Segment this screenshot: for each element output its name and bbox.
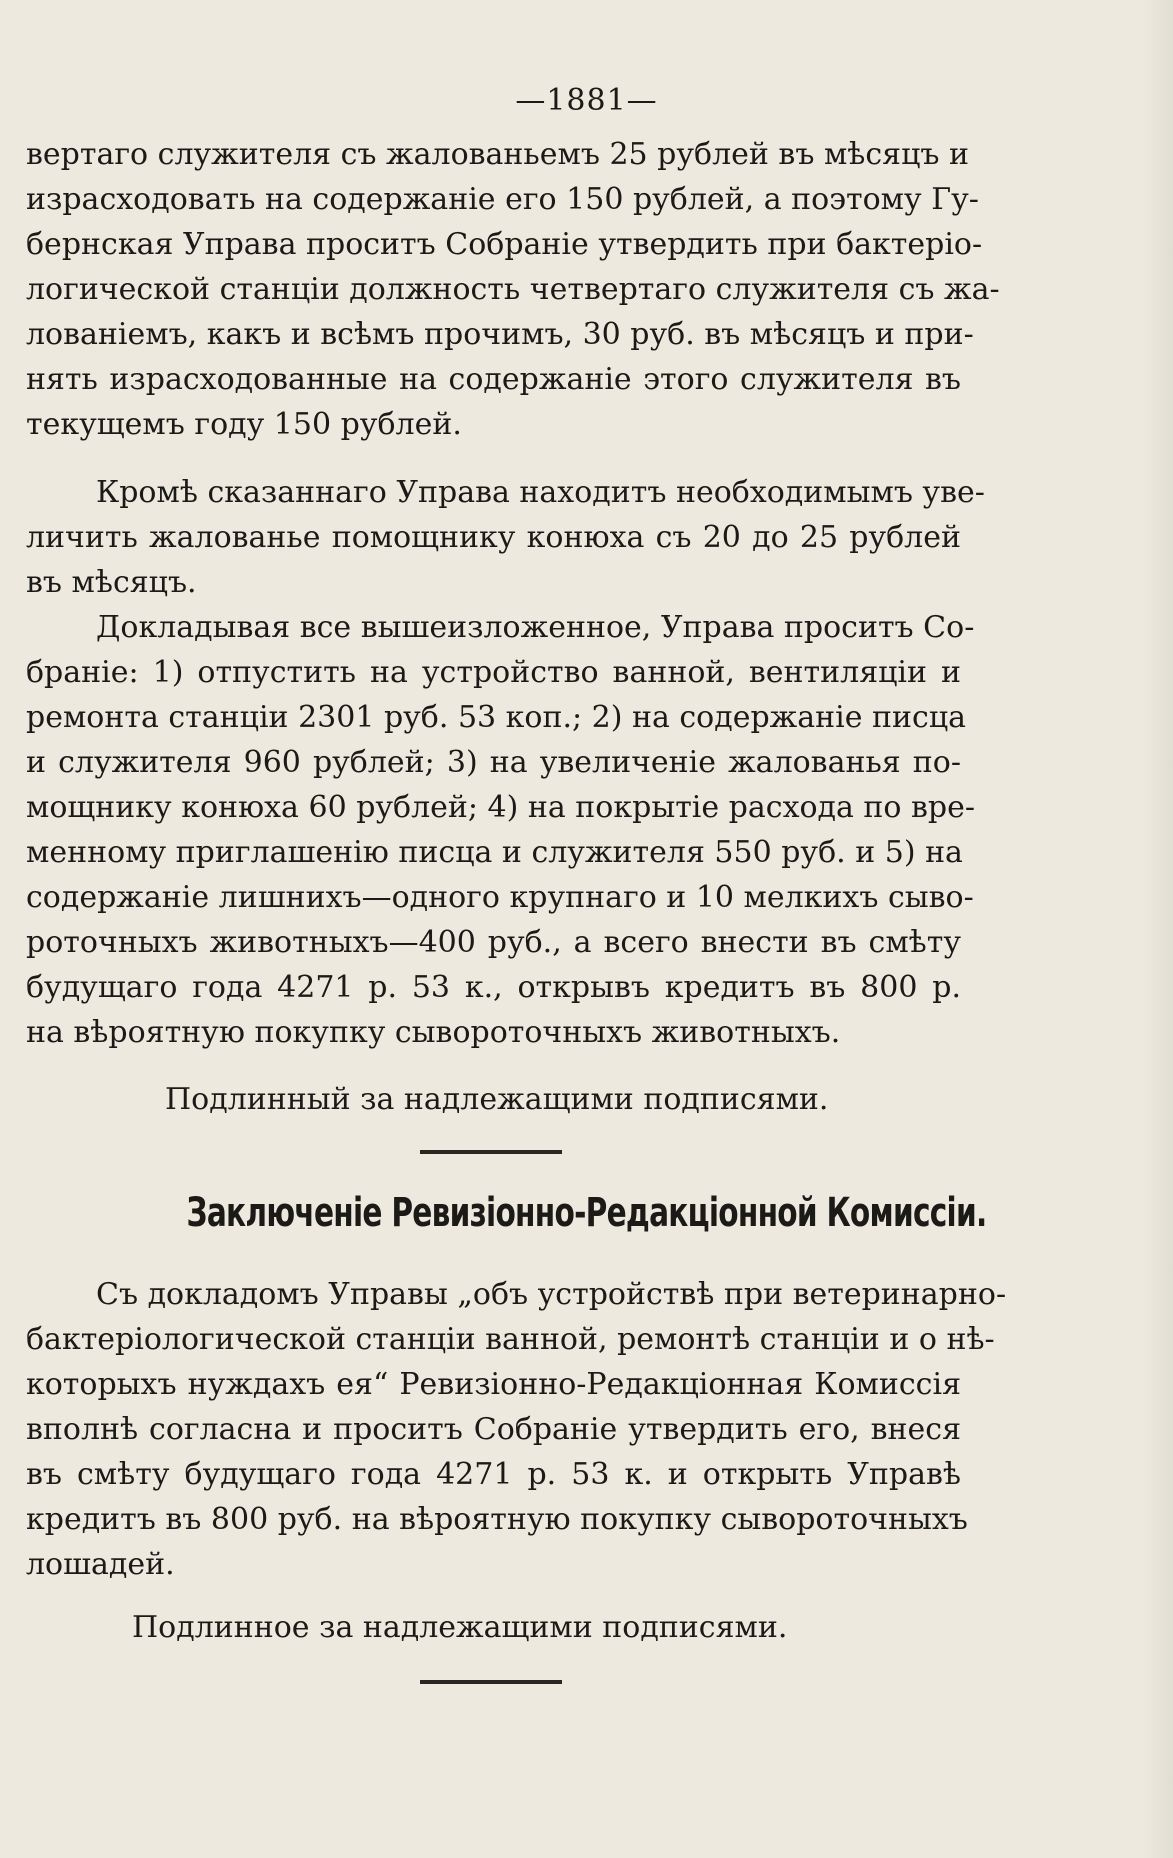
- text-line: на вѣроятную покупку сывороточныхъ животныхъ.: [26, 1015, 841, 1050]
- text-line: лошадей.: [26, 1547, 175, 1582]
- paragraph-1: [26, 132, 1000, 447]
- text-line: браніе: 1) отпустить на устройство ванной, вентиляціи и: [26, 655, 961, 690]
- signature-note: Подлинный за надлежащими подписями.: [165, 1082, 829, 1117]
- text-line: которыхъ нуждахъ ея“ Ревизіонно-Редакціонная Комиссія: [26, 1367, 961, 1402]
- signature-note: Подлинное за надлежащими подписями.: [132, 1610, 788, 1645]
- text-line: кредитъ въ 800 руб. на вѣроятную покупку сывороточныхъ: [26, 1502, 968, 1537]
- text-line: нять израсходованные на содержаніе этого служителя въ: [26, 362, 961, 397]
- text-line: и служителя 960 рублей; 3) на увеличеніе жалованья по-: [26, 745, 961, 780]
- text-line: ремонта станціи 2301 руб. 53 коп.; 2) на содержаніе писца: [26, 700, 967, 735]
- text-line: мощнику конюха 60 рублей; 4) на покрытіе расхода по вре-: [26, 790, 976, 825]
- text-line: вполнѣ согласна и проситъ Собраніе утвердить его, внеся: [26, 1412, 961, 1447]
- text-line: Съ докладомъ Управы „объ устройствѣ при ветеринарно-: [96, 1277, 1007, 1312]
- text-line: лованіемъ, какъ и всѣмъ прочимъ, 30 руб. въ мѣсяцъ и при-: [26, 317, 974, 352]
- section-heading: Заключеніе Ревизіонно-Редакціонной Комиссіи.: [186, 1190, 987, 1236]
- text-line: вертаго служителя съ жалованьемъ 25 рублей въ мѣсяцъ и: [26, 137, 970, 172]
- text-line: роточныхъ животныхъ—400 руб., а всего внести въ смѣту: [26, 925, 961, 960]
- paragraph-2: [26, 470, 985, 605]
- text-line: логической станціи должность четвертаго служителя съ жа-: [26, 272, 1000, 307]
- paragraph-3: [26, 605, 976, 1055]
- divider-rule: [420, 1150, 562, 1154]
- page-number: —1881—: [515, 83, 658, 118]
- text-line: бактеріологической станціи ванной, ремонтѣ станціи и о нѣ-: [26, 1322, 995, 1357]
- text-line: менному приглашенію писца и служителя 550 руб. и 5) на: [26, 835, 963, 870]
- page-edge-shadow: [1143, 0, 1173, 1858]
- text-line: израсходовать на содержаніе его 150 рублей, а поэтому Гу-: [26, 182, 979, 217]
- text-line: текущемъ году 150 рублей.: [26, 407, 462, 442]
- text-line: въ смѣту будущаго года 4271 р. 53 к. и открыть Управѣ: [26, 1457, 961, 1492]
- text-line: въ мѣсяцъ.: [26, 565, 197, 600]
- divider-rule: [420, 1680, 562, 1684]
- text-line: Кромѣ сказаннаго Управа находитъ необходимымъ уве-: [96, 475, 985, 510]
- text-line: личить жалованье помощнику конюха съ 20 до 25 рублей: [26, 520, 961, 555]
- text-line: содержаніе лишнихъ—одного крупнаго и 10 мелкихъ сыво-: [26, 880, 974, 915]
- text-line: бернская Управа проситъ Собраніе утвердить при бактеріо-: [26, 227, 983, 262]
- text-line: будущаго года 4271 р. 53 к., открывъ кредитъ въ 800 р.: [26, 970, 961, 1005]
- text-line: Докладывая все вышеизложенное, Управа проситъ Со-: [96, 610, 975, 645]
- paragraph-4: [26, 1272, 1007, 1587]
